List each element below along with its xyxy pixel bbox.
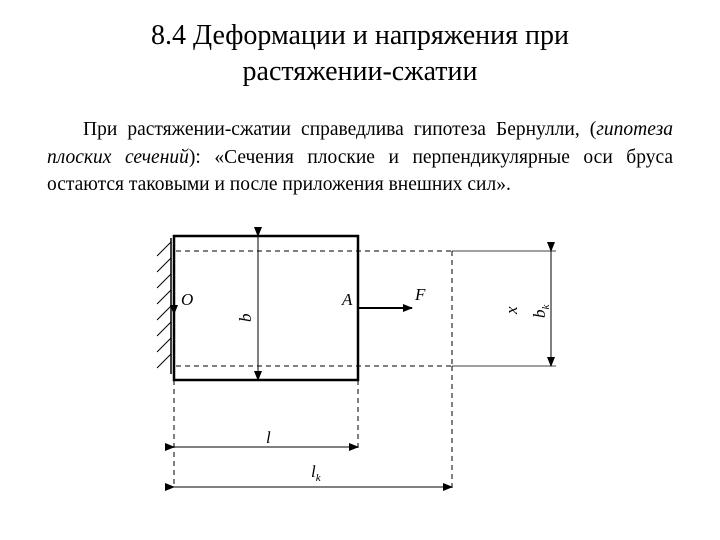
- label-f: F: [415, 285, 426, 304]
- label-x: x: [502, 306, 521, 314]
- label-lk: [311, 462, 322, 484]
- label-lk-main: l: [311, 462, 316, 481]
- label-a: A: [342, 290, 353, 309]
- title-line-1: 8.4 Деформации и напряжения при: [151, 20, 569, 51]
- label-bk: [530, 304, 552, 319]
- paragraph-part-1: При растяжении-сжатии справедлива гипотеза Бернулли, (: [83, 119, 597, 140]
- label-lk-sub: k: [315, 472, 321, 484]
- label-bk-main: b: [530, 309, 549, 318]
- label-l: l: [266, 428, 271, 447]
- paragraph-part-2: ): «Сечения плоские и перпендикулярные оси бруса остаются таковыми и после приложения внешних сил».: [47, 146, 673, 195]
- label-bk-sub: k: [540, 304, 552, 310]
- deformed-bar-outline: [174, 251, 452, 488]
- original-bar: [174, 236, 358, 380]
- label-o: O: [181, 290, 194, 309]
- title-line-2: растяжении-сжатии: [242, 56, 478, 87]
- paragraph-italic-term: гипотеза плоских сечений: [47, 119, 673, 168]
- label-b: b: [236, 313, 255, 322]
- wall-support: [157, 238, 171, 374]
